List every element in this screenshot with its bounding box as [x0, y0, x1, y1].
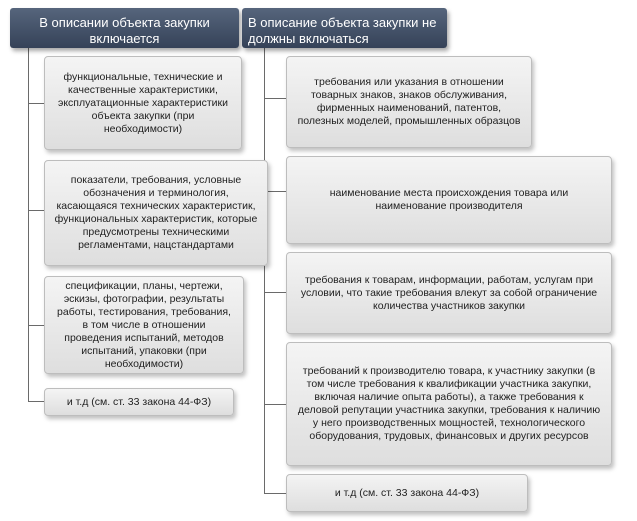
- left-item-etc: и т.д (см. ст. 33 закона 44-ФЗ): [44, 388, 234, 416]
- right-item-origin-manufacturer: наименование места происхождения товара или наименование производителя: [286, 156, 612, 244]
- right-item-participant-limitation: требования к товарам, информации, работам, услугам при условии, что такие требования влекут за собой ограничение количества участников закупки: [286, 252, 612, 334]
- left-connector-branch-2: [28, 210, 44, 211]
- left-connector-trunk: [28, 44, 29, 402]
- right-item-manufacturer-requirements: требований к производителю товара, к участнику закупки (в том числе требования к квалификации участника закупки, включая наличие опыта работы), а также требования к деловой репутации участника закупки, требования к наличию у него производственных мощностей, технологического оборудования, трудовых, финансовых и других ресурсов: [286, 342, 612, 466]
- right-column-header: В описание объекта закупки не должны включаться: [242, 8, 447, 48]
- right-connector-trunk: [264, 44, 265, 494]
- right-item-trademarks: требования или указания в отношении товарных знаков, знаков обслуживания, фирменных наименований, патентов, полезных моделей, промышленных образцов: [286, 56, 532, 148]
- left-connector-branch-4: [28, 401, 44, 402]
- left-connector-branch-1: [28, 103, 44, 104]
- left-connector-branch-3: [28, 325, 44, 326]
- left-item-specifications-plans: спецификации, планы, чертежи, эскизы, фотографии, результаты работы, тестирования, требования, в том числе в отношении проведения испытаний, методов испытаний, упаковки (при необходимости): [44, 276, 244, 374]
- right-connector-branch-3: [264, 292, 286, 293]
- right-connector-branch-1: [264, 98, 286, 99]
- left-item-indicators-requirements: показатели, требования, условные обозначения и терминология, касающаяся технических характеристик, функциональных характеристик, которые предусмотрены техническими регламентами, нацстандартами: [44, 160, 268, 266]
- right-item-etc: и т.д (см. ст. 33 закона 44-ФЗ): [286, 474, 528, 512]
- left-item-functional-characteristics: функциональные, технические и качественные характеристики, эксплуатационные характеристики объекта закупки (при необходимости): [44, 56, 242, 150]
- right-connector-branch-5: [264, 493, 286, 494]
- left-column-header: В описании объекта закупки включается: [10, 8, 239, 48]
- right-connector-branch-4: [264, 404, 286, 405]
